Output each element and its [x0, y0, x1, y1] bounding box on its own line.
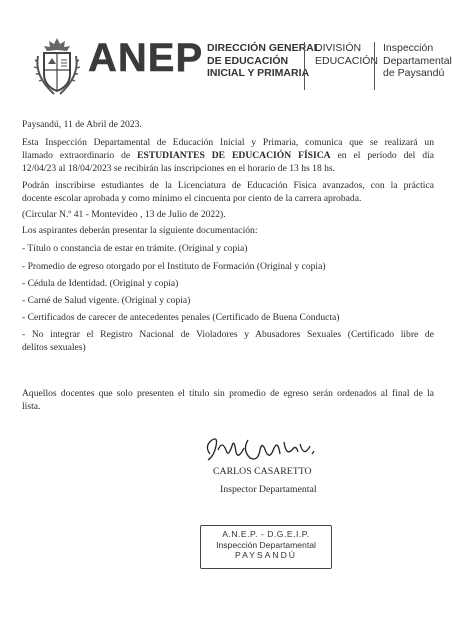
doc-item: - Promedio de egreso otorgado por el Instituto de Formación (Original y copia): [22, 261, 326, 272]
closing-line: lista.: [22, 401, 41, 412]
header-inspeccion-line: Inspección: [383, 42, 434, 54]
stamp-line: PAYSANDÚ: [234, 550, 297, 560]
header-division-line: DIVISIÓN: [315, 42, 362, 54]
para1-bold-title: ESTUDIANTES DE EDUCACIÓN FÍSICA: [137, 150, 331, 161]
doc-item-last: - No integrar el Registro Nacional de Violadores y Abusadores Sexuales (Certificado libre de: [22, 329, 434, 340]
doc-item-last: delitos sexuales): [22, 342, 86, 353]
closing-line: Aquellos docentes que solo presenten el título sin promedio de egreso serán ordenados al final de la: [22, 388, 434, 399]
header-divider: [304, 42, 305, 90]
header-division: [315, 42, 378, 67]
header-inspeccion-line: de Paysandú: [383, 67, 445, 79]
doc-item: - Carné de Salud vigente. (Original y copia): [22, 295, 191, 306]
stamp-line: A.N.E.P. - D.G.E.I.P.: [222, 529, 310, 539]
para2-line: Podrán inscribirse estudiantes de la Licenciatura de Educación Física avanzados, con la práctica: [22, 180, 434, 191]
uruguay-coat-of-arms-icon: [32, 36, 82, 98]
anep-logo: ANEP: [88, 36, 204, 80]
para1-line: [22, 150, 434, 162]
doc-item: - Cédula de Identidad. (Original y copia): [22, 278, 179, 289]
para1-text: llamado extraordinario de: [22, 150, 131, 161]
header-direccion-line: DIRECCIÓN GENERAL: [207, 42, 321, 54]
header-division-line: EDUCACIÓN: [315, 54, 379, 67]
header-direccion-line: INICIAL Y PRIMARIA: [207, 67, 310, 79]
official-stamp: [200, 525, 332, 569]
docs-intro: Los aspirantes deberán presentar la siguiente documentación:: [22, 225, 258, 236]
stamp-line: Inspección Departamental: [216, 539, 316, 550]
signer-title: Inspector Departamental: [220, 484, 317, 495]
doc-item: - Certificados de carecer de antecedentes penales (Certificado de Buena Conducta): [22, 312, 340, 323]
handwritten-signature: [200, 432, 320, 468]
header-direccion-line: DE EDUCACIÓN: [207, 54, 289, 67]
signer-name: CARLOS CASARETTO: [213, 466, 312, 477]
header-divider: [374, 42, 375, 90]
circular-reference: (Circular N.º 41 - Montevideo , 13 de Julio de 2022).: [22, 209, 226, 220]
header-inspeccion: [383, 42, 452, 80]
para2-line: docente escolar aprobada y como mínimo el cincuenta por ciento de la carrera aprobada.: [22, 193, 362, 204]
header-inspeccion-line: Departamental: [383, 54, 452, 67]
para1-text: en el período del día: [337, 150, 434, 161]
para1-line: Esta Inspección Departamental de Educación Inicial y Primaria, comunica que se realizará un: [22, 137, 434, 148]
doc-item: - Título o constancia de estar en trámite. (Original y copia): [22, 243, 248, 254]
date-line: Paysandú, 11 de Abril de 2023.: [22, 119, 142, 130]
para1-line: 12/04/23 al 18/04/2023 se recibirán las inscripciones en el horario de 13 hs 18 hs.: [22, 163, 336, 174]
